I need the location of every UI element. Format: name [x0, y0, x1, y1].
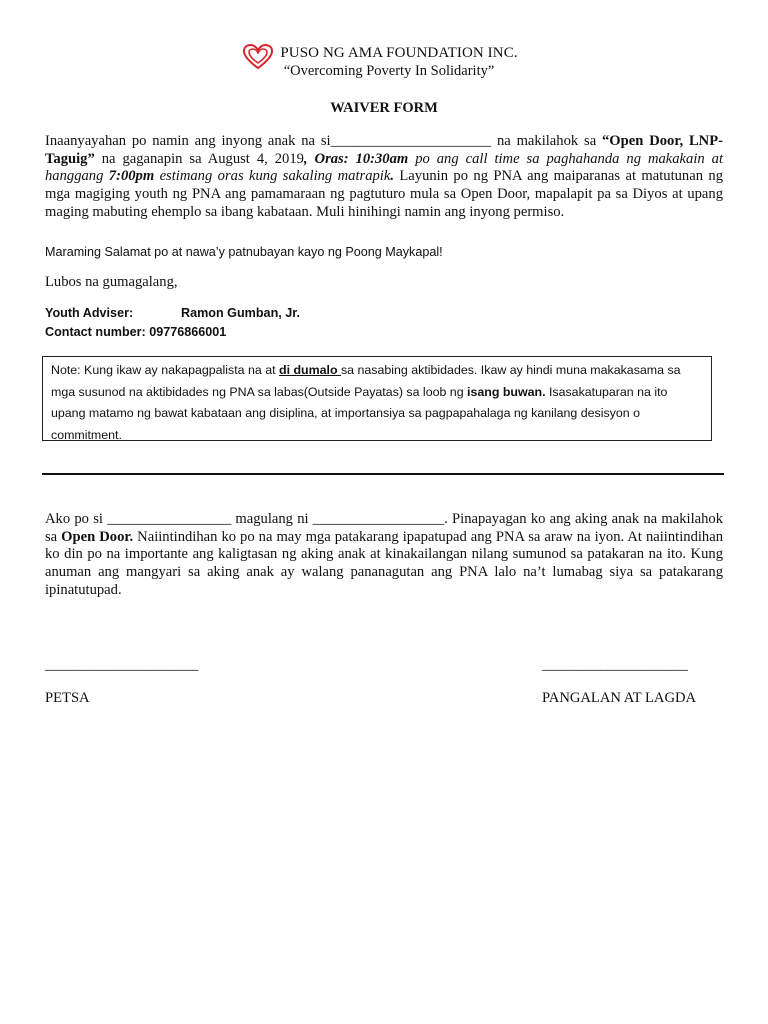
- end-time: 7:00pm: [108, 168, 155, 185]
- page-title: WAIVER FORM: [330, 100, 438, 116]
- invitation-paragraph: [45, 133, 723, 222]
- note-underlined: di dumalo: [279, 363, 341, 377]
- event-name: “Open Door, LNP-Taguig”: [45, 133, 723, 167]
- traffic-text: estimang oras kung sakaling matrapik: [154, 168, 391, 185]
- closing-line: Lubos na gumagalang,: [45, 274, 178, 290]
- letterhead: [0, 44, 768, 80]
- note-text-1: Note: Kung ikaw ay nakapagpalista na at: [51, 363, 279, 377]
- consent-event: Open Door.: [61, 528, 134, 545]
- note-text-3: Isasakatuparan na ito upang matamo ng bawat kabataan ang disiplina, at importansiya sa pagpapahalaga ng kanilang desisyon o commitment.: [51, 384, 668, 442]
- consent-paragraph: [45, 511, 723, 600]
- consent-text-1: Ako po si _________________ magulang ni __________________. Pinapayagan ko ang aking anak na makilahok sa: [45, 511, 723, 545]
- date-label: PETSA: [45, 690, 90, 706]
- org-motto: “Overcoming Poverty In Solidarity”: [283, 63, 495, 79]
- heart-logo-icon: [243, 44, 273, 70]
- adviser-name: Ramon Gumban, Jr.: [181, 306, 300, 320]
- name-signature-label: PANGALAN AT LAGDA: [542, 690, 697, 706]
- date-signature-line[interactable]: _____________________: [45, 657, 199, 673]
- consent-text-2: Naiintindihan ko po na may mga patakarang ipapatupad ang PNA sa araw na iyon. At naiintindihan ko din po na importante ang kaligtasan ng aking anak at kinakailangan nilang sumunod sa patakaran na ito. Kung anuman ang mangyari sa aking anak ay walang pananagutan ang PNA lalo na’t lumabag siya sa patakarang ipinatutupad.: [45, 528, 723, 598]
- name-signature-line[interactable]: ____________________: [542, 657, 688, 673]
- contact-number: Contact number: 09776866001: [45, 325, 227, 339]
- invitation-period: .: [390, 168, 394, 185]
- note-box: [42, 356, 712, 441]
- invitation-text-3: Layunin po ng PNA ang maiparanas at matutunan ng mga magiging youth ng PNA ang pamamaraan ng pagtuturo mula sa Open Door, mapalapit pa sa Diyos at upang maging mabuting ehemplo sa ibang kabataan. Muli hinihingi namin ang inyong permiso.: [45, 168, 723, 220]
- invitation-text-2: na gaganapin sa August 4, 2019: [94, 150, 304, 167]
- note-text-2: sa nasabing aktibidades. Ikaw ay hindi muna makakasama sa mga susunod na aktibidades ng PNA sa labas(Outside Payatas) sa loob ng: [51, 363, 681, 399]
- section-divider: [42, 473, 724, 475]
- invitation-text-1: Inaanyayahan po namin ang inyong anak na si______________________ na makilahok sa: [45, 133, 602, 149]
- adviser-row: [45, 304, 300, 323]
- note-bold: isang buwan.: [467, 384, 546, 399]
- adviser-label: Youth Adviser:: [45, 306, 134, 320]
- event-time: , Oras: 10:30am: [303, 150, 409, 167]
- adviser-block: [45, 304, 300, 342]
- org-name: PUSO NG AMA FOUNDATION INC.: [280, 45, 518, 61]
- call-time-text: po ang call time sa paghahanda ng makakain at hanggang: [45, 150, 723, 185]
- thanks-line: Maraming Salamat po at nawa’y patnubayan kayo ng Poong Maykapal!: [45, 245, 443, 259]
